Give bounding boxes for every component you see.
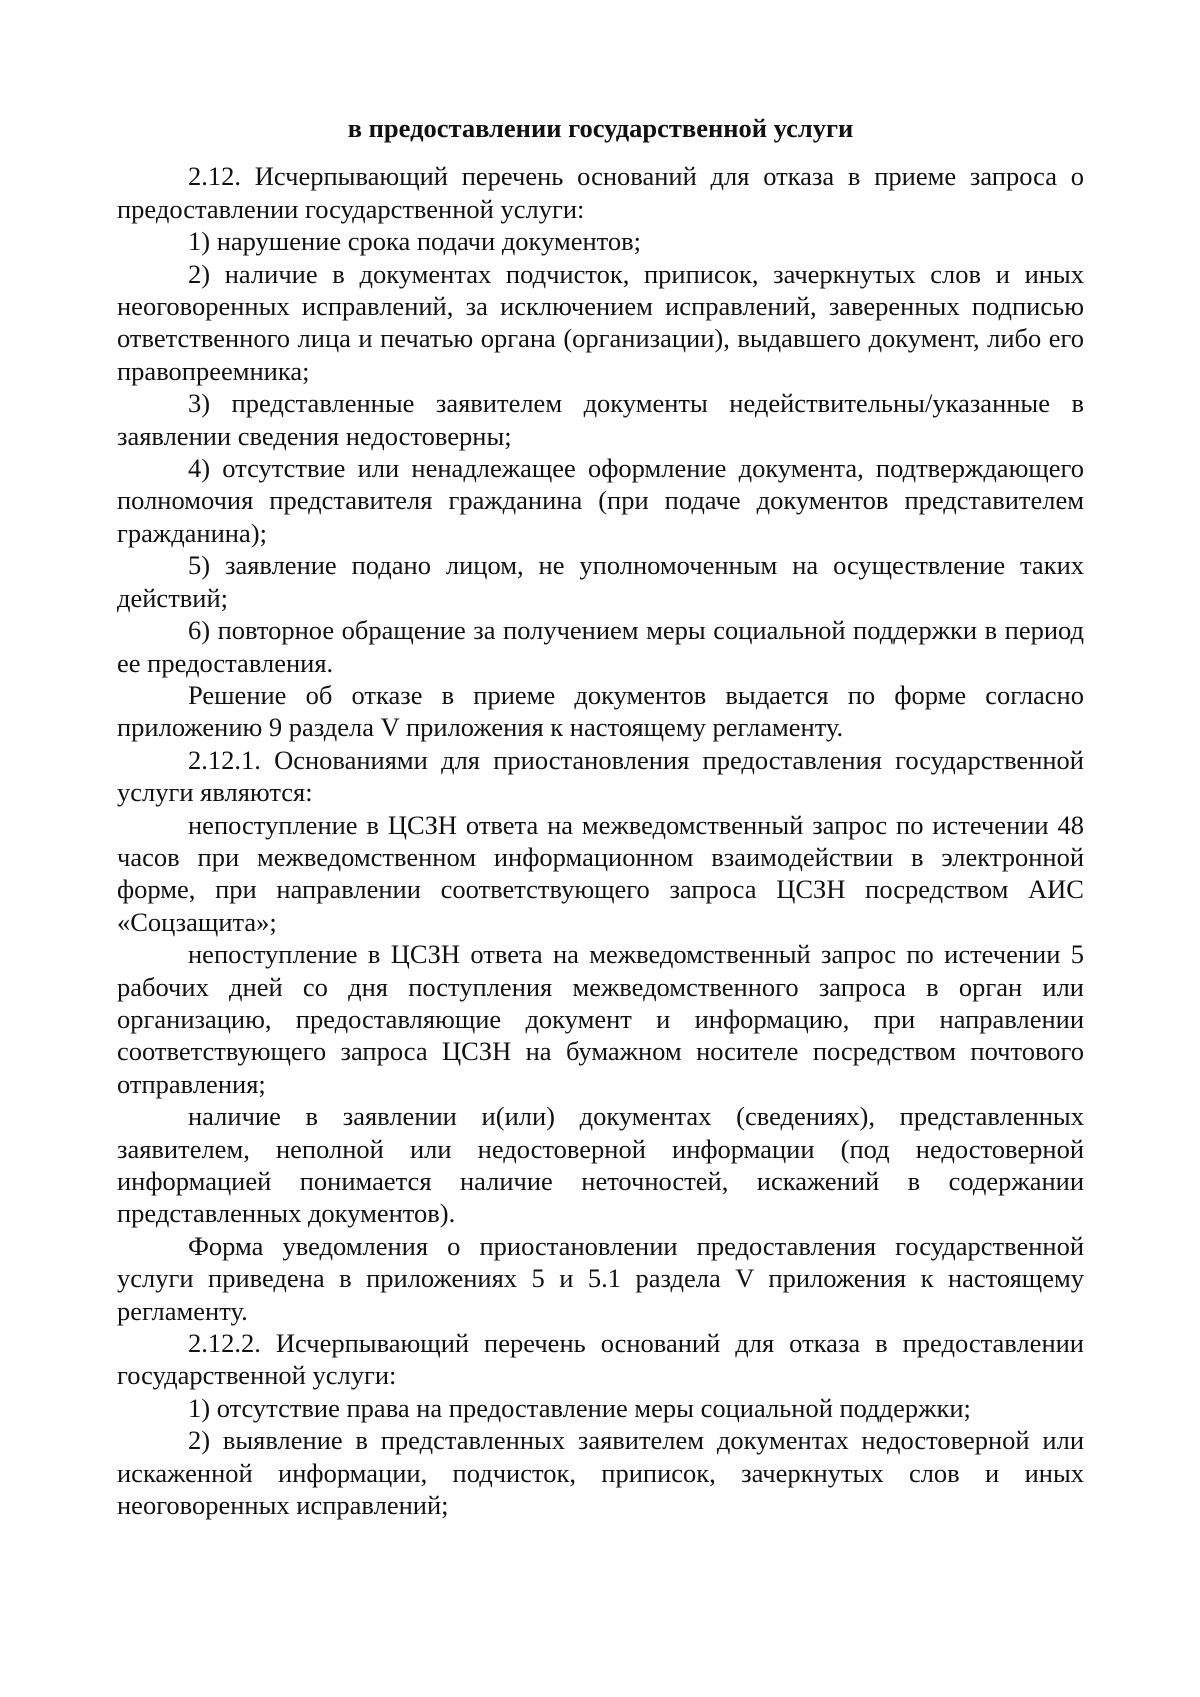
suspension-ground-2: непоступление в ЦСЗН ответа на межведомственный запрос по истечении 5 рабочих дней со дня поступления межведомственного запроса в орган или организацию, предоставляющие документ и информацию, при направлении соответствующего запроса ЦСЗН на бумажном носителе посредством почтового отправления; xyxy=(117,939,1084,1099)
list-item-2: 2) наличие в документах подчисток, приписок, зачеркнутых слов и иных неоговоренных исправлений, за исключением исправлений, заверенных подписью ответственного лица и печатью органа (организации), выдавшего документ, либо его правопреемника; xyxy=(117,258,1084,386)
suspension-ground-1: непоступление в ЦСЗН ответа на межведомственный запрос по истечении 48 часов при межведомственном информационном взаимодействии в электронной форме, при направлении соответствующего запроса ЦСЗН посредством АИС «Соцзащита»; xyxy=(117,809,1084,937)
list-item-6: 6) повторное обращение за получением меры социальной поддержки в период ее предоставления. xyxy=(117,615,1084,678)
paragraph-suspension-form: Форма уведомления о приостановлении предоставления государственной услуги приведена в приложениях 5 и 5.1 раздела V приложения к настоящему регламенту. xyxy=(117,1230,1084,1326)
list-item-1: 1) нарушение срока подачи документов; xyxy=(188,226,642,257)
section-heading: в предоставлении государственной услуги xyxy=(347,113,854,143)
list-item-5: 5) заявление подано лицом, не уполномоченным на осуществление таких действий; xyxy=(117,550,1084,613)
paragraph-2-12-2: 2.12.2. Исчерпывающий перечень оснований для отказа в предоставлении государственной услуги: xyxy=(117,1328,1084,1391)
suspension-ground-3: наличие в заявлении и(или) документах (сведениях), представленных заявителем, неполной или недостоверной информации (под недостоверной информацией понимается наличие неточностей, искажений в содержании представленных документов). xyxy=(117,1101,1084,1229)
document-body xyxy=(117,112,1084,1521)
paragraph-refusal-decision: Решение об отказе в приеме документов выдается по форме согласно приложению 9 раздела V приложения к настоящему регламенту. xyxy=(117,679,1084,743)
paragraph-2-12: 2.12. Исчерпывающий перечень оснований для отказа в приеме запроса о предоставлении государственной услуги: xyxy=(117,161,1084,224)
refusal-ground-1: 1) отсутствие права на предоставление меры социальной поддержки; xyxy=(188,1392,971,1423)
list-item-4: 4) отсутствие или ненадлежащее оформление документа, подтверждающего полномочия представителя гражданина (при подаче документов представителем гражданина); xyxy=(117,453,1084,548)
list-item-3: 3) представленные заявителем документы недействительны/указанные в заявлении сведения недостоверны; xyxy=(117,388,1084,451)
paragraph-2-12-1: 2.12.1. Основаниями для приостановления предоставления государственной услуги являются: xyxy=(117,744,1084,808)
refusal-ground-2: 2) выявление в представленных заявителем документах недостоверной или искаженной информации, подчисток, приписок, зачеркнутых слов и иных неоговоренных исправлений; xyxy=(117,1425,1084,1521)
